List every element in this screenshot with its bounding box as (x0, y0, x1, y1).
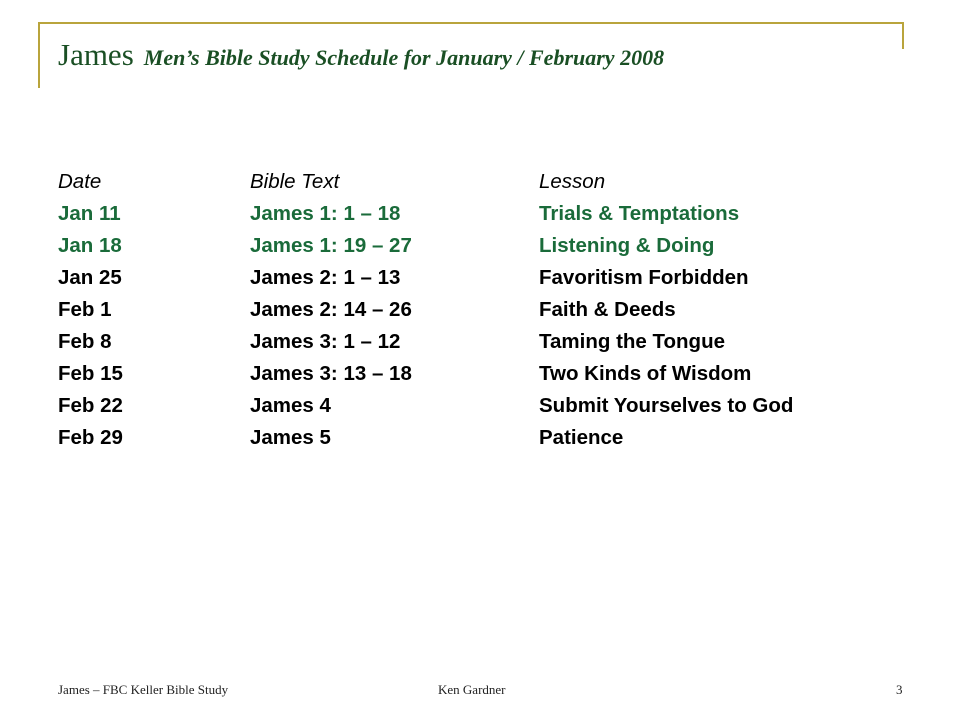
row-lesson: Submit Yourselves to God (539, 394, 794, 417)
row-date: Feb 1 (58, 298, 112, 321)
row-lesson: Two Kinds of Wisdom (539, 362, 752, 385)
row-date: Feb 22 (58, 394, 123, 417)
row-bible-text: James 3: 13 – 18 (250, 362, 412, 385)
row-date: Jan 18 (58, 234, 122, 257)
row-bible-text: James 2: 14 – 26 (250, 298, 412, 321)
row-date: Feb 29 (58, 426, 123, 449)
title-main: James (58, 37, 134, 72)
header-bible-text: Bible Text (250, 170, 340, 193)
header-date: Date (58, 170, 102, 193)
footer-title: James – FBC Keller Bible Study (58, 682, 229, 697)
row-lesson: Favoritism Forbidden (539, 266, 749, 289)
row-bible-text: James 1: 19 – 27 (250, 234, 412, 257)
row-date: Feb 8 (58, 330, 112, 353)
row-date: Jan 25 (58, 266, 122, 289)
footer-page-number: 3 (896, 682, 903, 697)
slide-title (58, 37, 664, 73)
row-lesson: Patience (539, 426, 624, 449)
row-date: Jan 11 (58, 202, 121, 225)
row-lesson: Taming the Tongue (539, 330, 726, 353)
accent-line-right (902, 22, 904, 49)
row-lesson: Trials & Temptations (539, 202, 740, 225)
footer-author: Ken Gardner (438, 682, 506, 697)
accent-line-left (38, 22, 40, 88)
row-date: Feb 15 (58, 362, 123, 385)
accent-line-top (38, 22, 904, 24)
row-bible-text: James 3: 1 – 12 (250, 330, 401, 353)
row-bible-text: James 4 (250, 394, 331, 417)
row-lesson: Listening & Doing (539, 234, 715, 257)
header-lesson: Lesson (539, 170, 606, 193)
row-bible-text: James 2: 1 – 13 (250, 266, 401, 289)
title-subtitle: Men’s Bible Study Schedule for January / February 2008 (143, 45, 665, 70)
row-lesson: Faith & Deeds (539, 298, 676, 321)
row-bible-text: James 1: 1 – 18 (250, 202, 401, 225)
row-bible-text: James 5 (250, 426, 331, 449)
